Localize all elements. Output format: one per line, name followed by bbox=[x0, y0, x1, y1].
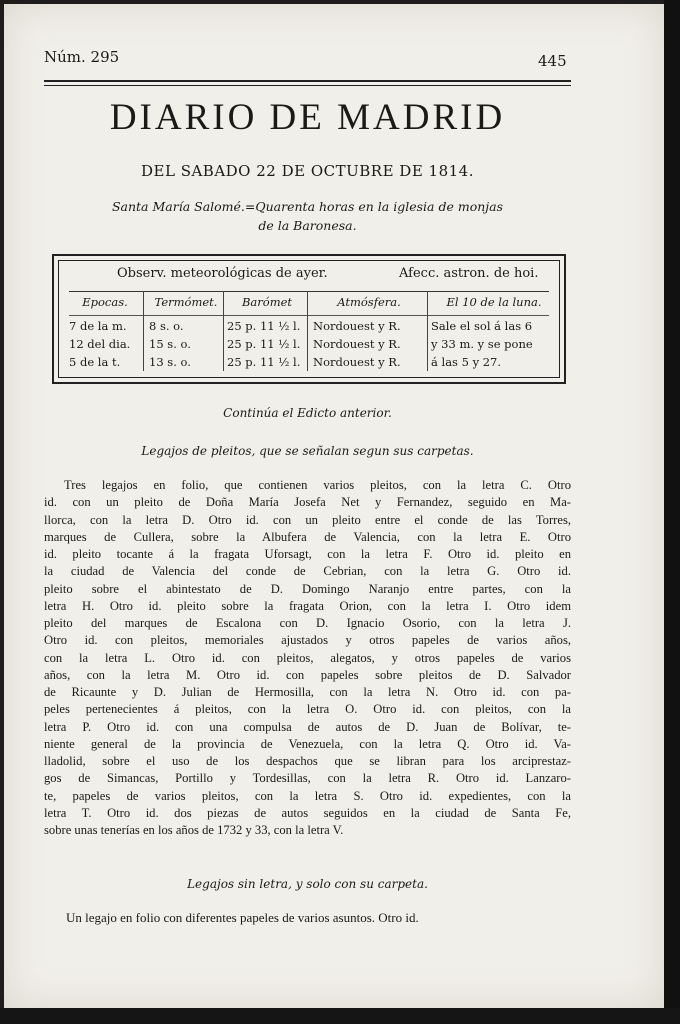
term-row-2: 15 s. o. bbox=[149, 337, 191, 351]
article-line: sobre unas tenerías en los años de 1732 y 33, con la letra V. bbox=[44, 823, 344, 837]
article-line: llorca, con la letra D. Otro id. con un pleito entre el conde de las Torres, bbox=[44, 512, 571, 527]
epoca-row-3: 5 de la t. bbox=[69, 355, 121, 369]
page-number: 445 bbox=[538, 52, 567, 70]
article-line: Tres legajos en folio, que contienen varios pleitos, con la letra C. Otro bbox=[64, 478, 571, 492]
term-row-3: 13 s. o. bbox=[149, 355, 191, 369]
header-luna: El 10 de la luna. bbox=[446, 295, 542, 309]
atm-row-1: Nordouest y R. bbox=[313, 319, 401, 333]
article-line: letra H. Otro id. pleito sobre la fragata Orion, con la letra I. Otro idem bbox=[44, 598, 571, 613]
baro-row-3: 25 p. 11 ½ l. bbox=[227, 355, 301, 369]
article-line: peles pertenecientes á pleitos, con la letra O. Otro id. con pleitos, con la bbox=[44, 702, 571, 717]
article-line: pleito sobre el abintestato de D. Domingo Naranjo entre partes, con la bbox=[44, 581, 571, 596]
weather-table-inner bbox=[58, 260, 560, 378]
continua-heading: Continúa el Edicto anterior. bbox=[223, 406, 392, 420]
header-barometro: Barómet bbox=[241, 295, 293, 309]
col-luna bbox=[431, 293, 557, 371]
article-line: id. pleito tocante á la fragata Uforsagt, con la letra F. Otro id. pleito en bbox=[44, 547, 571, 561]
col-rule-4 bbox=[427, 291, 428, 371]
article-line: niente general de la provincia de Venezuela, con la letra Q. Otro id. Va- bbox=[44, 736, 571, 751]
article-line: la ciudad de Valencia del conde de Cebrian, con la letra G. Otro id. bbox=[44, 564, 571, 579]
article-line: Otro id. con pleitos, memoriales ajustados y otros papeles de varios años, bbox=[44, 633, 571, 648]
weather-obs-title: Observ. meteorológicas de ayer. bbox=[117, 266, 328, 281]
col-atmosfera bbox=[313, 293, 425, 371]
saint-line-1: Santa María Salomé.=Quarenta horas en la iglesia de monjas bbox=[111, 199, 504, 214]
article-line: te, papeles de varios pleitos, con la letra S. Otro id. expedientes, con la bbox=[44, 788, 571, 803]
article-line: marques de Cullera, sobre la Albufera de Valencia, con la letra E. Otro bbox=[44, 529, 571, 544]
article-line: letra T. Otro id. dos piezas de autos seguidos en la ciudad de Santa Fe, bbox=[44, 805, 571, 820]
header-atmosfera: Atmósfera. bbox=[337, 295, 401, 309]
luna-line-2: y 33 m. y se pone bbox=[431, 337, 533, 351]
final-line: Un legajo en folio con diferentes papeles de varios asuntos. Otro id. bbox=[66, 910, 419, 925]
dateline: DEL SABADO 22 DE OCTUBRE DE 1814. bbox=[140, 162, 474, 180]
article-line: con la letra L. Otro id. con pleitos, alegatos, y otros papeles de varios bbox=[44, 650, 571, 665]
newspaper-page bbox=[4, 4, 664, 1008]
col-barometro bbox=[227, 293, 307, 371]
header-rule-thin bbox=[44, 85, 571, 86]
epoca-row-2: 12 del dia. bbox=[69, 337, 131, 351]
baro-row-2: 25 p. 11 ½ l. bbox=[227, 337, 301, 351]
masthead: DIARIO DE MADRID bbox=[109, 97, 506, 138]
baro-row-1: 25 p. 11 ½ l. bbox=[227, 319, 301, 333]
col-rule-3 bbox=[307, 291, 308, 371]
article-line: lladolid, sobre el uso de los despachos que se libran para los arciprestaz- bbox=[44, 754, 571, 768]
col-termometro bbox=[149, 293, 223, 371]
article-line: de Ricaunte y D. Julian de Hermosilla, con la letra N. Otro id. con pa- bbox=[44, 685, 571, 699]
header-termometro: Termómet. bbox=[154, 295, 218, 309]
scan-edge-bottom bbox=[0, 1008, 680, 1024]
weather-astro-title: Afecc. astron. de hoi. bbox=[399, 266, 539, 281]
header-epocas: Epocas. bbox=[82, 295, 128, 309]
col-rule-1 bbox=[143, 291, 144, 371]
scan-edge-right bbox=[664, 0, 680, 1024]
col-epocas bbox=[69, 293, 141, 371]
issue-number: Núm. 295 bbox=[44, 48, 120, 66]
article-line: letra P. Otro id. con una compulsa de autos de D. Juan de Bolívar, te- bbox=[44, 719, 571, 734]
article-line: pleito del marques de Escalona con D. Ignacio Osorio, con la letra J. bbox=[44, 616, 571, 630]
col-rule-2 bbox=[223, 291, 224, 371]
term-row-1: 8 s. o. bbox=[149, 319, 184, 333]
article-body bbox=[44, 477, 571, 839]
article-line: id. con un pleito de Doña María Josefa Net y Fernandez, seguido en Ma- bbox=[44, 495, 571, 510]
saint-notice bbox=[44, 197, 571, 235]
legajos-heading: Legajos de pleitos, que se señalan segun sus carpetas. bbox=[141, 444, 474, 458]
luna-line-1: Sale el sol á las 6 bbox=[431, 319, 533, 333]
saint-line-2: de la Baronesa. bbox=[258, 218, 357, 233]
atm-row-3: Nordouest y R. bbox=[313, 355, 401, 369]
atm-row-2: Nordouest y R. bbox=[313, 337, 401, 351]
epoca-row-1: 7 de la m. bbox=[69, 319, 127, 333]
article-line: años, con la letra M. Otro id. con papeles sobre pleitos de D. Salvador bbox=[44, 667, 571, 682]
article-line: gos de Simancas, Portillo y Tordesillas, con la letra R. Otro id. Lanzaro- bbox=[44, 771, 571, 786]
weather-divider bbox=[69, 291, 549, 292]
header-rule bbox=[44, 80, 571, 82]
luna-line-3: á las 5 y 27. bbox=[431, 355, 502, 369]
weather-table bbox=[52, 254, 566, 384]
sin-letra-heading: Legajos sin letra, y solo con su carpeta. bbox=[187, 877, 428, 891]
